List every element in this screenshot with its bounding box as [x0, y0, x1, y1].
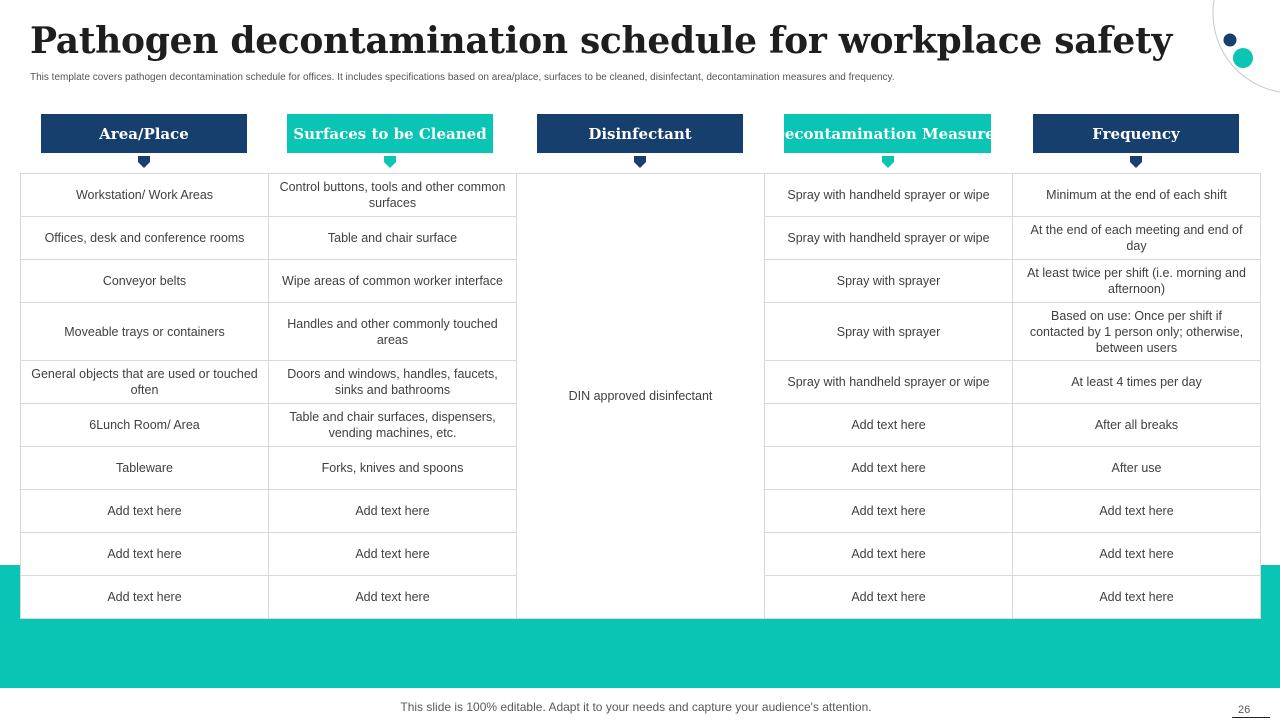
area-cell: Add text here [21, 490, 269, 533]
frequency-cell: At least twice per shift (i.e. morning and afternoon) [1013, 260, 1261, 303]
surfaces-cell: Add text here [269, 533, 517, 576]
frequency-cell: After all breaks [1013, 404, 1261, 447]
pin-marker-icon [137, 155, 151, 169]
header-label: Frequency [1092, 124, 1180, 143]
surfaces-cell: Table and chair surface [269, 217, 517, 260]
area-cell: Tableware [21, 447, 269, 490]
area-cell: Offices, desk and conference rooms [21, 217, 269, 260]
measures-cell: Spray with sprayer [765, 260, 1013, 303]
surfaces-cell: Control buttons, tools and other common surfaces [269, 174, 517, 217]
frequency-cell: After use [1013, 447, 1261, 490]
area-cell: Workstation/ Work Areas [21, 174, 269, 217]
teal-dot [1233, 48, 1253, 68]
header-label: Surfaces to be Cleaned [293, 124, 487, 143]
surfaces-cell: Table and chair surfaces, dispensers, vending machines, etc. [269, 404, 517, 447]
page-title: Pathogen decontamination schedule for workplace safety [30, 20, 1172, 62]
frequency-cell: At least 4 times per day [1013, 361, 1261, 404]
header-area-place [41, 114, 247, 153]
frequency-cell: Minimum at the end of each shift [1013, 174, 1261, 217]
area-cell: Add text here [21, 576, 269, 619]
frequency-cell: Based on use: Once per shift if contacted by 1 person only; otherwise, between users [1013, 303, 1261, 361]
measures-cell: Add text here [765, 490, 1013, 533]
schedule-table [20, 173, 1261, 619]
page-subtitle: This template covers pathogen decontamination schedule for offices. It includes specifications based on area/place, surfaces to be cleaned, disinfectant, decontamination measures and frequency. [30, 72, 895, 83]
measures-cell: Add text here [765, 447, 1013, 490]
area-cell: Moveable trays or containers [21, 303, 269, 361]
measures-cell: Add text here [765, 576, 1013, 619]
surfaces-cell: Add text here [269, 490, 517, 533]
table-row [21, 174, 1261, 217]
measures-cell: Spray with handheld sprayer or wipe [765, 217, 1013, 260]
area-cell: General objects that are used or touched often [21, 361, 269, 404]
measures-cell: Spray with handheld sprayer or wipe [765, 361, 1013, 404]
surfaces-cell: Doors and windows, handles, faucets, sinks and bathrooms [269, 361, 517, 404]
pin-marker-icon [881, 155, 895, 169]
measures-cell: Spray with sprayer [765, 303, 1013, 361]
frequency-cell: Add text here [1013, 576, 1261, 619]
header-label: Disinfectant [588, 124, 692, 143]
area-cell: 6Lunch Room/ Area [21, 404, 269, 447]
header-decontamination-measures [771, 114, 1004, 153]
header-frequency [1033, 114, 1239, 153]
surfaces-cell: Handles and other commonly touched areas [269, 303, 517, 361]
measures-cell: Add text here [765, 404, 1013, 447]
footer-note: This slide is 100% editable. Adapt it to your needs and capture your audience's attention. [400, 700, 872, 714]
header-disinfectant [537, 114, 743, 153]
header-surfaces [287, 114, 493, 153]
header-label: Decontamination Measures [771, 124, 1004, 143]
surfaces-cell: Forks, knives and spoons [269, 447, 517, 490]
disinfectant-cell: DIN approved disinfectant [517, 174, 765, 619]
page-number: 26 [1238, 704, 1251, 716]
measures-cell: Add text here [765, 533, 1013, 576]
surfaces-cell: Add text here [269, 576, 517, 619]
area-cell: Add text here [21, 533, 269, 576]
frequency-cell: Add text here [1013, 533, 1261, 576]
pin-marker-icon [1129, 155, 1143, 169]
frequency-cell: Add text here [1013, 490, 1261, 533]
measures-cell: Spray with handheld sprayer or wipe [765, 174, 1013, 217]
frequency-cell: At the end of each meeting and end of day [1013, 217, 1261, 260]
navy-dot [1224, 34, 1237, 47]
header-label: Area/Place [99, 124, 189, 143]
surfaces-cell: Wipe areas of common worker interface [269, 260, 517, 303]
area-cell: Conveyor belts [21, 260, 269, 303]
pin-marker-icon [383, 155, 397, 169]
page-number-underline [1232, 717, 1270, 718]
pin-marker-icon [633, 155, 647, 169]
